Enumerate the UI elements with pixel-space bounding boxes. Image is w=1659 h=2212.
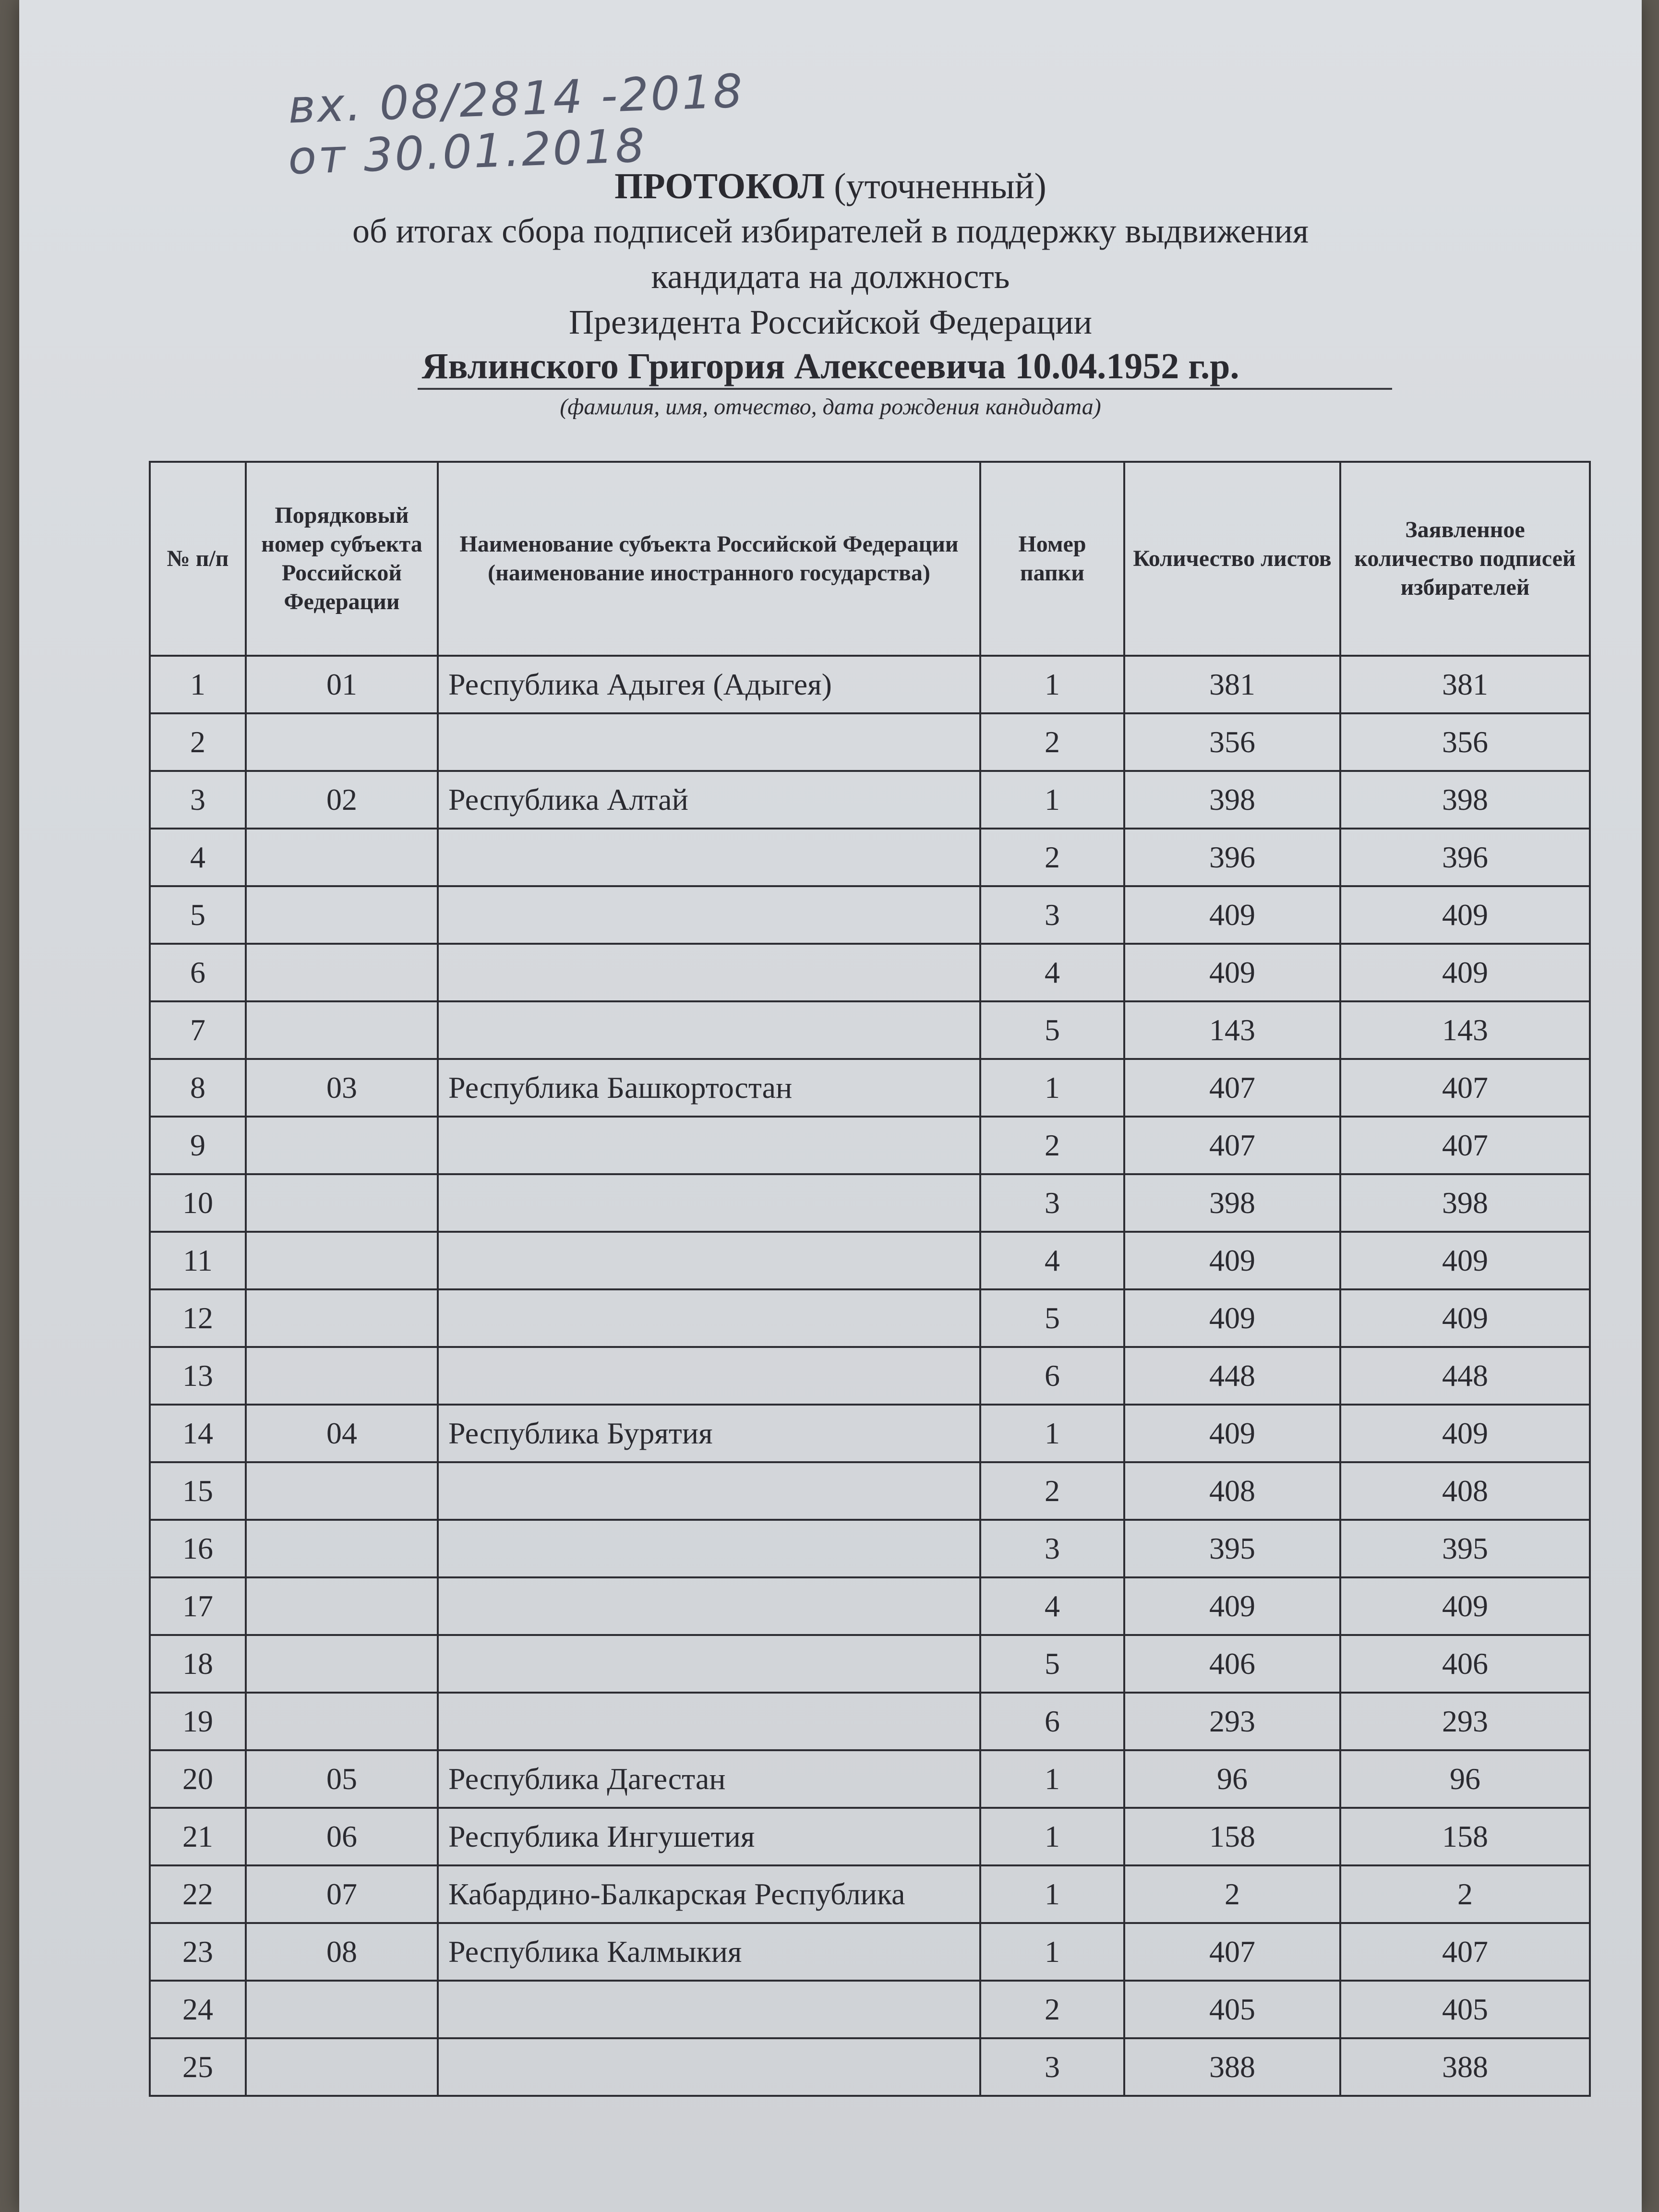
cell-sheet-count: 409 (1124, 1232, 1340, 1289)
cell-sheet-count: 398 (1124, 1174, 1340, 1232)
cell-folder-number: 2 (980, 1117, 1124, 1174)
table-row (150, 1808, 1590, 1865)
cell-subject-name (438, 1577, 980, 1635)
table-row (150, 1001, 1590, 1059)
handwritten-incoming-date: от 30.01.2018 (287, 119, 648, 185)
subtitle-line-1: об итогах сбора подписей избирателей в поддержку выдвижения (352, 212, 1309, 250)
cell-subject-code (246, 1693, 438, 1750)
cell-sheet-count: 407 (1124, 1059, 1340, 1117)
cell-signature-count: 96 (1340, 1750, 1590, 1808)
cell-signature-count: 293 (1340, 1693, 1590, 1750)
cell-signature-count: 409 (1340, 886, 1590, 944)
cell-signature-count: 407 (1340, 1117, 1590, 1174)
table-header-row (150, 462, 1590, 656)
table-row (150, 2038, 1590, 2096)
cell-signature-count: 409 (1340, 1232, 1590, 1289)
cell-num: 21 (150, 1808, 246, 1865)
table-row (150, 1232, 1590, 1289)
cell-signature-count: 409 (1340, 1405, 1590, 1462)
cell-signature-count: 143 (1340, 1001, 1590, 1059)
table-row (150, 1750, 1590, 1808)
cell-signature-count: 409 (1340, 1289, 1590, 1347)
cell-folder-number: 1 (980, 1923, 1124, 1981)
cell-num: 15 (150, 1462, 246, 1520)
cell-subject-code (246, 1174, 438, 1232)
cell-num: 17 (150, 1577, 246, 1635)
cell-folder-number: 5 (980, 1635, 1124, 1693)
cell-sheet-count: 405 (1124, 1981, 1340, 2038)
table-row (150, 1059, 1590, 1117)
table-row (150, 1347, 1590, 1405)
cell-folder-number: 1 (980, 1405, 1124, 1462)
table-row (150, 886, 1590, 944)
cell-signature-count: 408 (1340, 1462, 1590, 1520)
cell-subject-name: Республика Адыгея (Адыгея) (438, 656, 980, 713)
cell-subject-name (438, 886, 980, 944)
table-row (150, 771, 1590, 829)
signatures-table (149, 461, 1591, 2097)
cell-subject-code (246, 1635, 438, 1693)
cell-folder-number: 1 (980, 1059, 1124, 1117)
cell-sheet-count: 407 (1124, 1117, 1340, 1174)
cell-sheet-count: 293 (1124, 1693, 1340, 1750)
cell-subject-code (246, 1117, 438, 1174)
cell-sheet-count: 356 (1124, 713, 1340, 771)
cell-sheet-count: 408 (1124, 1462, 1340, 1520)
cell-subject-code (246, 2038, 438, 2096)
cell-sheet-count: 396 (1124, 829, 1340, 886)
cell-subject-name (438, 829, 980, 886)
table-row (150, 1405, 1590, 1462)
cell-sheet-count: 398 (1124, 771, 1340, 829)
candidate-caption: (фамилия, имя, отчество, дата рождения кандидата) (560, 394, 1101, 420)
cell-num: 25 (150, 2038, 246, 2096)
cell-sheet-count: 395 (1124, 1520, 1340, 1577)
cell-folder-number: 1 (980, 1808, 1124, 1865)
cell-num: 23 (150, 1923, 246, 1981)
cell-subject-code (246, 1232, 438, 1289)
table-row (150, 1289, 1590, 1347)
cell-num: 6 (150, 944, 246, 1001)
cell-subject-name (438, 1981, 980, 2038)
cell-folder-number: 4 (980, 1232, 1124, 1289)
header-num: № п/п (150, 462, 246, 656)
cell-subject-code (246, 829, 438, 886)
cell-num: 5 (150, 886, 246, 944)
cell-sheet-count: 2 (1124, 1865, 1340, 1923)
table-row (150, 1117, 1590, 1174)
cell-signature-count: 405 (1340, 1981, 1590, 2038)
cell-sheet-count: 143 (1124, 1001, 1340, 1059)
cell-num: 9 (150, 1117, 246, 1174)
cell-signature-count: 448 (1340, 1347, 1590, 1405)
cell-folder-number: 2 (980, 829, 1124, 886)
cell-sheet-count: 409 (1124, 1289, 1340, 1347)
cell-folder-number: 6 (980, 1693, 1124, 1750)
cell-folder-number: 3 (980, 1174, 1124, 1232)
cell-sheet-count: 409 (1124, 944, 1340, 1001)
cell-signature-count: 2 (1340, 1865, 1590, 1923)
cell-num: 1 (150, 656, 246, 713)
cell-subject-code: 02 (246, 771, 438, 829)
cell-sheet-count: 409 (1124, 886, 1340, 944)
cell-signature-count: 356 (1340, 713, 1590, 771)
header-signature-count: Заявленное количество подписей избирателей (1340, 462, 1590, 656)
cell-subject-name (438, 1462, 980, 1520)
table-row (150, 1174, 1590, 1232)
cell-sheet-count: 409 (1124, 1577, 1340, 1635)
cell-num: 11 (150, 1232, 246, 1289)
cell-folder-number: 1 (980, 1750, 1124, 1808)
cell-folder-number: 5 (980, 1001, 1124, 1059)
cell-folder-number: 4 (980, 944, 1124, 1001)
cell-num: 19 (150, 1693, 246, 1750)
cell-signature-count: 407 (1340, 1059, 1590, 1117)
cell-folder-number: 5 (980, 1289, 1124, 1347)
table-row (150, 1635, 1590, 1693)
cell-subject-code: 06 (246, 1808, 438, 1865)
cell-num: 16 (150, 1520, 246, 1577)
cell-sheet-count: 158 (1124, 1808, 1340, 1865)
table-row (150, 1693, 1590, 1750)
cell-subject-code: 04 (246, 1405, 438, 1462)
table-row (150, 1865, 1590, 1923)
cell-sheet-count: 388 (1124, 2038, 1340, 2096)
cell-num: 3 (150, 771, 246, 829)
table-row (150, 1577, 1590, 1635)
cell-sheet-count: 406 (1124, 1635, 1340, 1693)
cell-subject-code: 07 (246, 1865, 438, 1923)
table-row (150, 1520, 1590, 1577)
cell-subject-code (246, 1347, 438, 1405)
cell-num: 13 (150, 1347, 246, 1405)
cell-subject-name (438, 1174, 980, 1232)
table-row (150, 713, 1590, 771)
cell-subject-code (246, 713, 438, 771)
cell-subject-name: Республика Калмыкия (438, 1923, 980, 1981)
cell-signature-count: 381 (1340, 656, 1590, 713)
cell-num: 8 (150, 1059, 246, 1117)
cell-subject-name: Республика Ингушетия (438, 1808, 980, 1865)
cell-signature-count: 409 (1340, 1577, 1590, 1635)
candidate-name: Явлинского Григория Алексеевича 10.04.1952 г.р. (421, 346, 1239, 386)
table-row (150, 1981, 1590, 2038)
cell-num: 7 (150, 1001, 246, 1059)
header-sheet-count: Количество листов (1124, 462, 1340, 656)
title-suffix: (уточненный) (834, 166, 1046, 206)
cell-num: 4 (150, 829, 246, 886)
cell-sheet-count: 448 (1124, 1347, 1340, 1405)
cell-signature-count: 409 (1340, 944, 1590, 1001)
document-title (19, 166, 1642, 207)
cell-subject-name (438, 1117, 980, 1174)
cell-sheet-count: 407 (1124, 1923, 1340, 1981)
cell-signature-count: 398 (1340, 771, 1590, 829)
cell-num: 18 (150, 1635, 246, 1693)
table-row (150, 944, 1590, 1001)
header-subject-code: Порядковый номер субъекта Российской Федерации (246, 462, 438, 656)
cell-num: 20 (150, 1750, 246, 1808)
cell-folder-number: 1 (980, 1865, 1124, 1923)
cell-subject-name: Республика Башкортостан (438, 1059, 980, 1117)
cell-subject-code (246, 1520, 438, 1577)
cell-signature-count: 388 (1340, 2038, 1590, 2096)
cell-signature-count: 395 (1340, 1520, 1590, 1577)
cell-subject-code (246, 1289, 438, 1347)
header-folder-number: Номер папки (980, 462, 1124, 656)
cell-num: 22 (150, 1865, 246, 1923)
cell-subject-name (438, 2038, 980, 2096)
subtitle-line-3: Президента Российской Федерации (568, 303, 1093, 341)
subtitle-line-2: кандидата на должность (651, 257, 1010, 296)
cell-num: 12 (150, 1289, 246, 1347)
table-row (150, 829, 1590, 886)
cell-subject-code (246, 886, 438, 944)
cell-folder-number: 4 (980, 1577, 1124, 1635)
cell-sheet-count: 96 (1124, 1750, 1340, 1808)
cell-subject-name (438, 1347, 980, 1405)
cell-num: 10 (150, 1174, 246, 1232)
cell-subject-code (246, 1981, 438, 2038)
table-row (150, 656, 1590, 713)
cell-subject-name (438, 1232, 980, 1289)
cell-num: 14 (150, 1405, 246, 1462)
cell-folder-number: 3 (980, 886, 1124, 944)
cell-num: 2 (150, 713, 246, 771)
cell-subject-code (246, 944, 438, 1001)
cell-subject-code: 08 (246, 1923, 438, 1981)
cell-subject-code: 03 (246, 1059, 438, 1117)
cell-subject-code: 01 (246, 656, 438, 713)
cell-subject-code (246, 1001, 438, 1059)
table-row (150, 1923, 1590, 1981)
cell-signature-count: 406 (1340, 1635, 1590, 1693)
cell-subject-name (438, 1001, 980, 1059)
cell-folder-number: 1 (980, 771, 1124, 829)
cell-num: 24 (150, 1981, 246, 2038)
header-subject-name: Наименование субъекта Российской Федерации (наименование иностранного государства) (438, 462, 980, 656)
cell-subject-name (438, 713, 980, 771)
title-main: ПРОТОКОЛ (614, 166, 825, 206)
cell-sheet-count: 409 (1124, 1405, 1340, 1462)
cell-sheet-count: 381 (1124, 656, 1340, 713)
cell-folder-number: 3 (980, 2038, 1124, 2096)
cell-folder-number: 2 (980, 1981, 1124, 2038)
cell-subject-code (246, 1577, 438, 1635)
cell-subject-code (246, 1462, 438, 1520)
cell-folder-number: 3 (980, 1520, 1124, 1577)
cell-subject-name (438, 1693, 980, 1750)
cell-folder-number: 6 (980, 1347, 1124, 1405)
cell-subject-name (438, 1635, 980, 1693)
document-page (19, 0, 1642, 2212)
cell-subject-name (438, 944, 980, 1001)
cell-subject-name: Республика Алтай (438, 771, 980, 829)
handwritten-incoming-number: вх. 08/2814 -2018 (287, 64, 745, 134)
cell-folder-number: 1 (980, 656, 1124, 713)
cell-folder-number: 2 (980, 713, 1124, 771)
cell-subject-code: 05 (246, 1750, 438, 1808)
cell-subject-name: Республика Бурятия (438, 1405, 980, 1462)
cell-subject-name (438, 1289, 980, 1347)
cell-subject-name: Кабардино-Балкарская Республика (438, 1865, 980, 1923)
cell-signature-count: 396 (1340, 829, 1590, 886)
cell-subject-name (438, 1520, 980, 1577)
cell-subject-name: Республика Дагестан (438, 1750, 980, 1808)
cell-folder-number: 2 (980, 1462, 1124, 1520)
cell-signature-count: 407 (1340, 1923, 1590, 1981)
candidate-underline (418, 388, 1392, 390)
cell-signature-count: 398 (1340, 1174, 1590, 1232)
cell-signature-count: 158 (1340, 1808, 1590, 1865)
table-row (150, 1462, 1590, 1520)
